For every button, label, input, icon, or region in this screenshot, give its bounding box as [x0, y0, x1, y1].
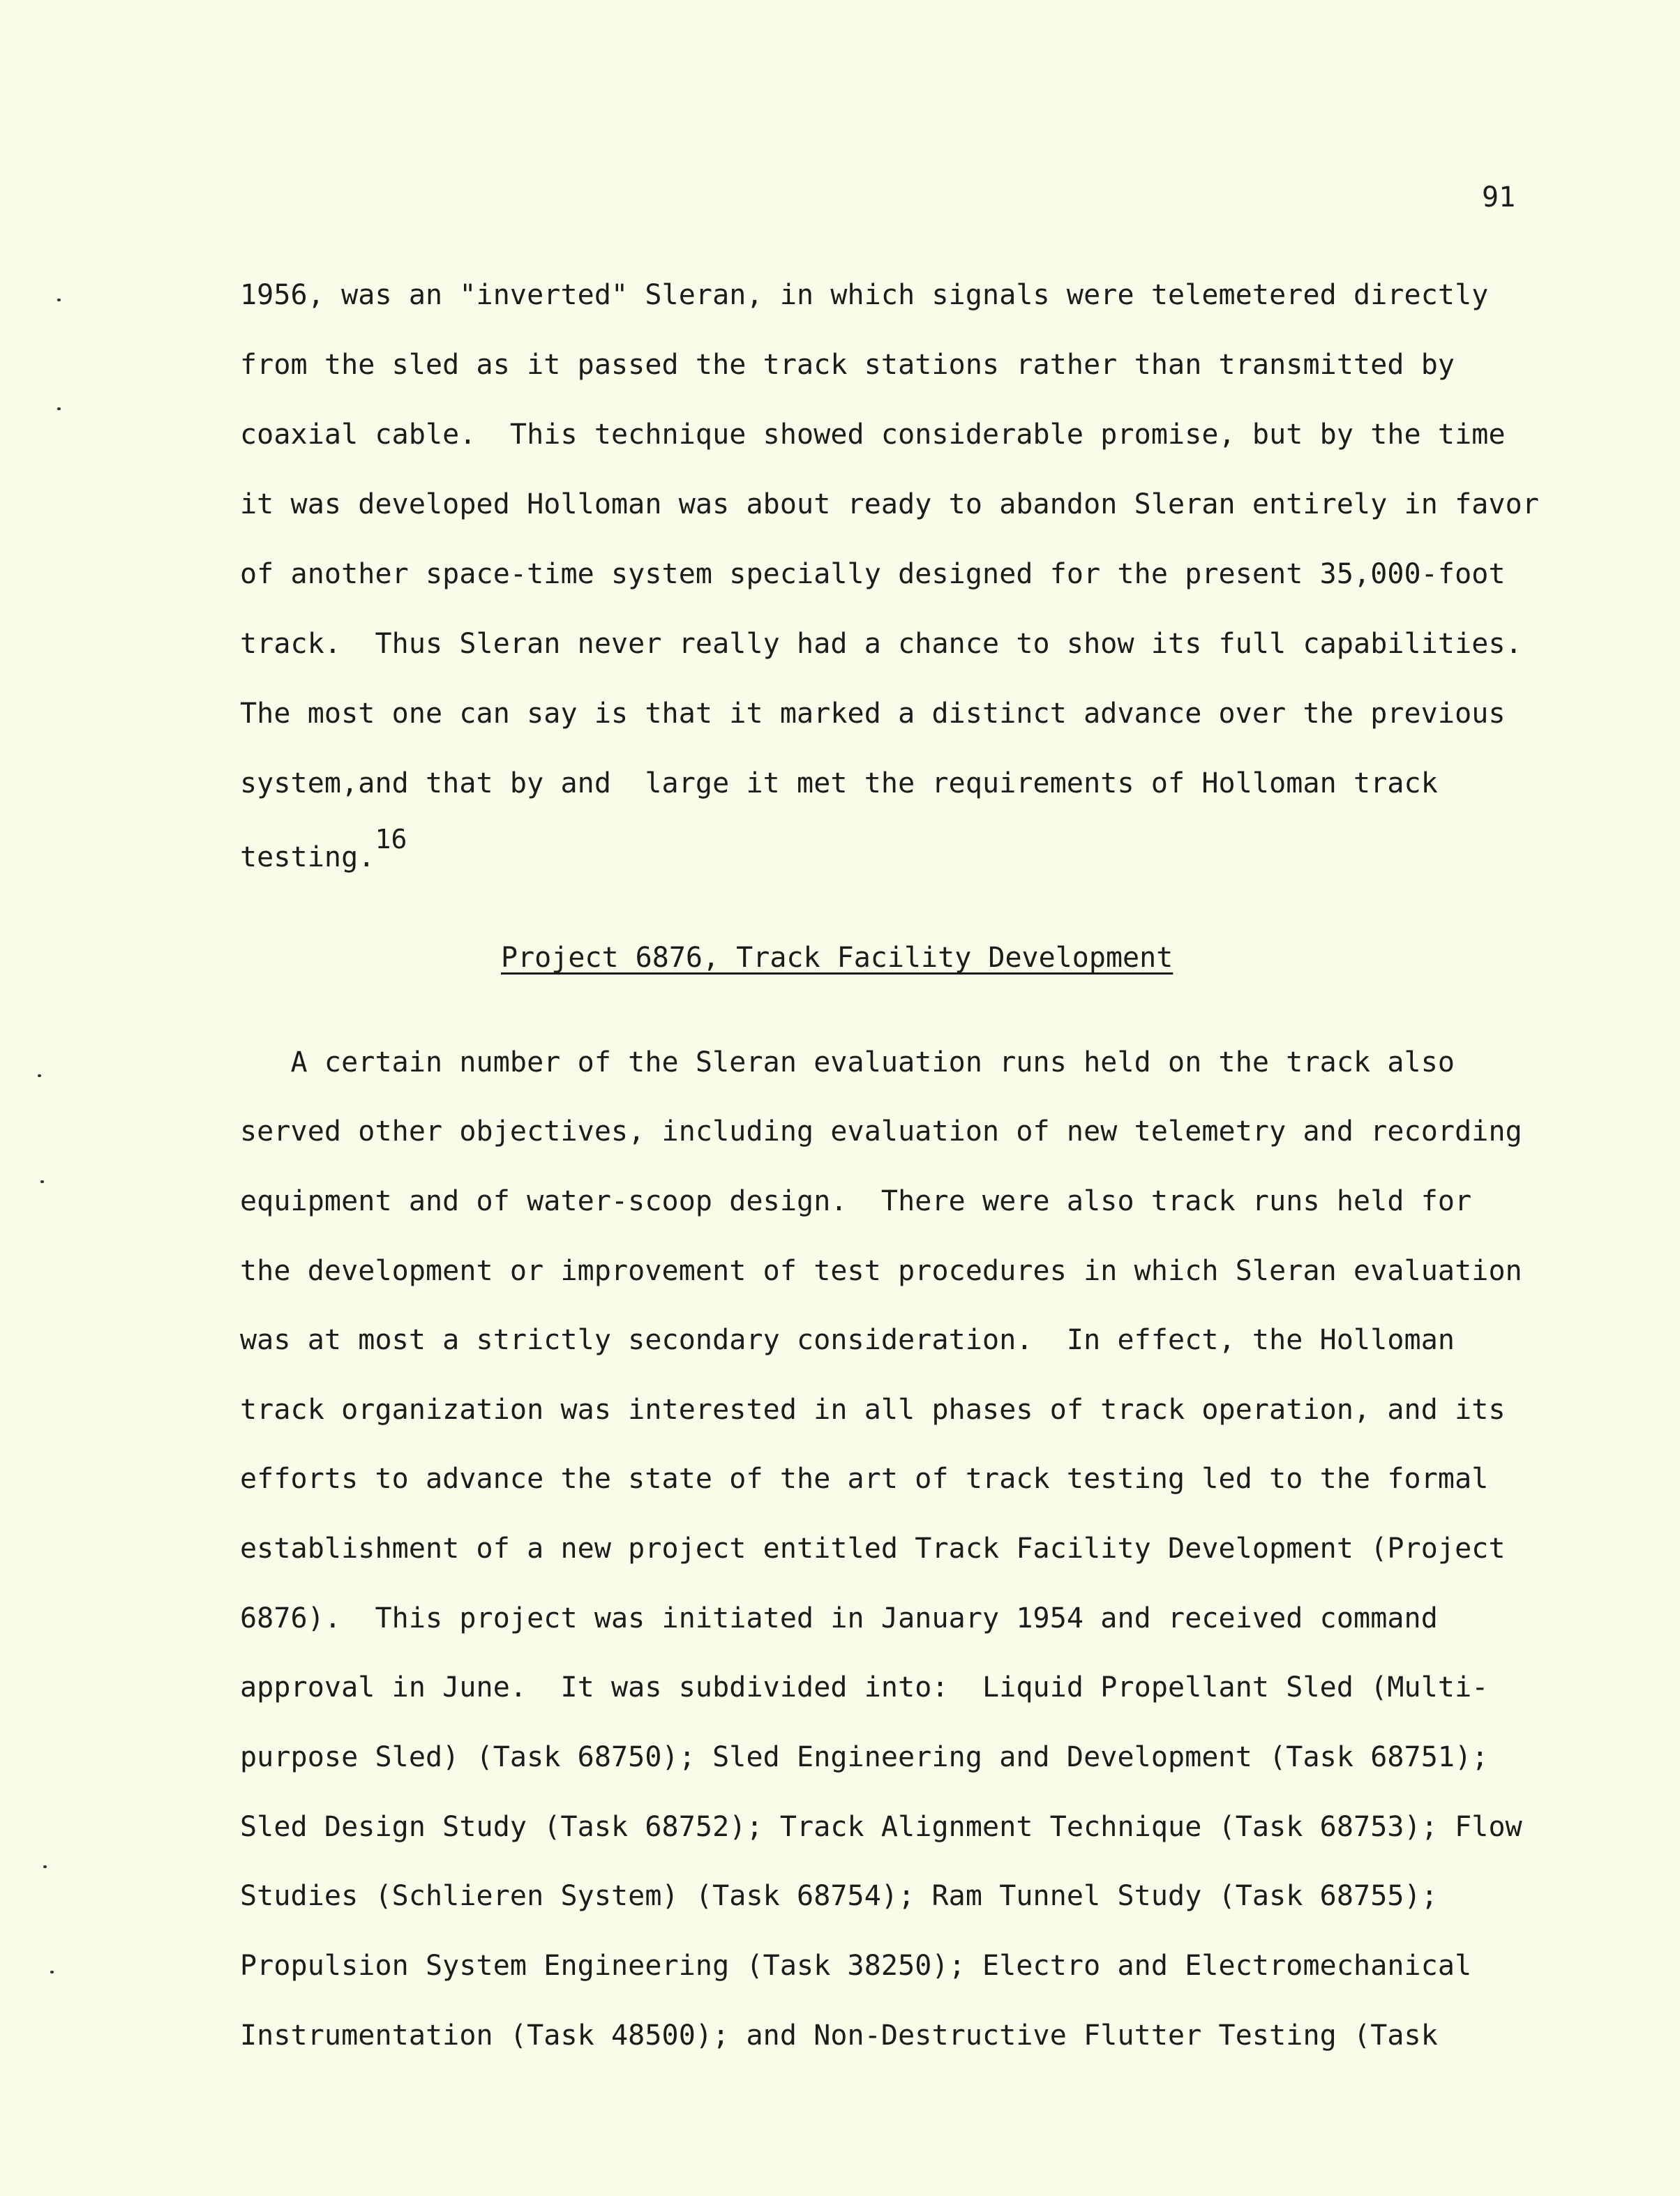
paragraph-line: track. Thus Sleran never really had a chance to show its full capabilities.: [240, 628, 1522, 660]
paragraph-line: the development or improvement of test procedures in which Sleran evaluation: [240, 1255, 1522, 1287]
paragraph-line: was at most a strictly secondary consideration. In effect, the Holloman: [240, 1324, 1455, 1356]
paragraph-line: track organization was interested in all phases of track operation, and its: [240, 1394, 1506, 1426]
paragraph-line: 1956, was an "inverted" Sleran, in which signals were telemetered directly: [240, 279, 1489, 311]
paragraph-line: equipment and of water-scoop design. There were also track runs held for: [240, 1185, 1472, 1217]
paragraph-last-word: testing.: [240, 841, 375, 873]
margin-speck: [50, 1971, 54, 1973]
page-number: 91: [1482, 181, 1516, 213]
paragraph-line: Sled Design Study (Task 68752); Track Alignment Technique (Task 68753); Flow: [240, 1811, 1522, 1843]
paragraph-line: system,and that by and large it met the requirements of Holloman track: [240, 767, 1438, 799]
paragraph-line: establishment of a new project entitled Track Facility Development (Project: [240, 1533, 1506, 1565]
paragraph-line: of another space-time system specially designed for the present 35,000-foot: [240, 558, 1506, 590]
margin-speck: [38, 1074, 41, 1077]
paragraph-line: A certain number of the Sleran evaluation runs held on the track also: [240, 1046, 1455, 1078]
margin-speck: [57, 407, 61, 410]
paragraph-line: [240, 824, 407, 875]
footnote-reference: 16: [375, 824, 407, 855]
paragraph-line: it was developed Holloman was about ready to abandon Sleran entirely in favor: [240, 488, 1540, 520]
paragraph-line: The most one can say is that it marked a distinct advance over the previous: [240, 698, 1506, 730]
paragraph-line: efforts to advance the state of the art of track testing led to the formal: [240, 1463, 1489, 1495]
paragraph-line: served other objectives, including evaluation of new telemetry and recording: [240, 1115, 1522, 1148]
paragraph-line: Instrumentation (Task 48500); and Non-Destructive Flutter Testing (Task: [240, 2020, 1438, 2052]
paragraph-line: purpose Sled) (Task 68750); Sled Engineering and Development (Task 68751);: [240, 1741, 1489, 1773]
paragraph-line: approval in June. It was subdivided into: Liquid Propellant Sled (Multi-: [240, 1671, 1489, 1704]
section-heading: Project 6876, Track Facility Development: [501, 942, 1173, 974]
margin-speck: [57, 299, 61, 301]
paragraph-line: Propulsion System Engineering (Task 38250); Electro and Electromechanical: [240, 1950, 1472, 1982]
paragraph-line: 6876). This project was initiated in January 1954 and received command: [240, 1602, 1438, 1634]
paragraph-line: coaxial cable. This technique showed considerable promise, but by the time: [240, 419, 1506, 451]
paragraph-line: from the sled as it passed the track stations rather than transmitted by: [240, 349, 1455, 381]
paragraph-line: Studies (Schlieren System) (Task 68754); Ram Tunnel Study (Task 68755);: [240, 1880, 1438, 1912]
margin-speck: [40, 1180, 44, 1183]
margin-speck: [43, 1865, 47, 1868]
